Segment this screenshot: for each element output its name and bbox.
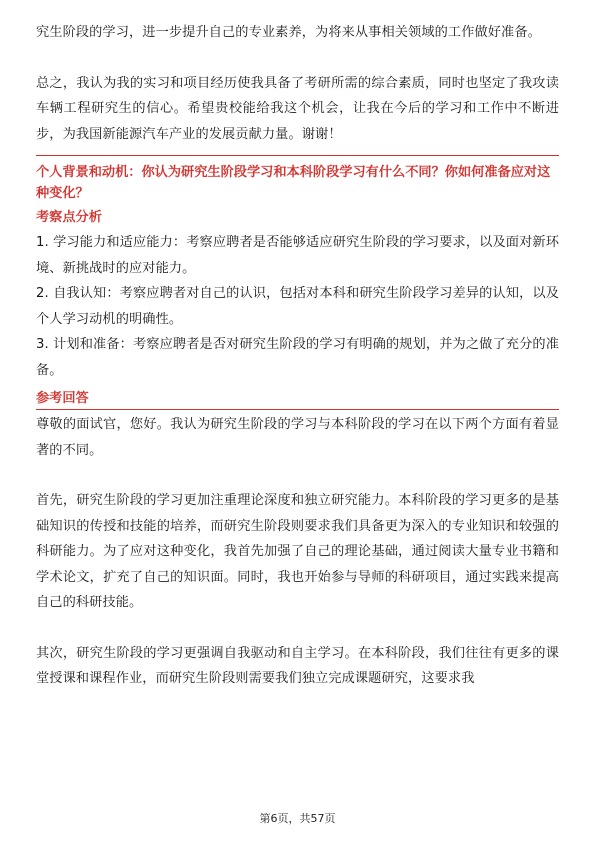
analysis-item-1: 1. 学习能力和适应能力：考察应聘者是否能够适应研究生阶段的学习要求，以及面对新环境、新挑战时的应对能力。 bbox=[36, 235, 559, 276]
intro-paragraph-2: 总之，我认为我的实习和项目经历使我具备了考研所需的综合素质，同时也坚定了我攻读车辆工程研究生的信心。希望贵校能给我这个机会，让我在今后的学习和工作中不断进步，为我国新能源汽车产业的发展贡献力量。谢谢！ bbox=[36, 75, 559, 142]
answer-paragraph-1: 尊敬的面试官，您好。我认为研究生阶段的学习与本科阶段的学习在以下两个方面有着显著的不同。 bbox=[36, 417, 559, 458]
document-page bbox=[36, 20, 559, 692]
page-number-footer: 第6页，共57页 bbox=[259, 812, 336, 825]
answer-heading: 参考回答 bbox=[36, 389, 559, 410]
intro-paragraph-1: 究生阶段的学习，进一步提升自己的专业素养，为将来从事相关领域的工作做好准备。 bbox=[36, 25, 541, 40]
answer-paragraph-2: 首先，研究生阶段的学习更加注重理论深度和独立研究能力。本科阶段的学习更多的是基础知识的传授和技能的培养，而研究生阶段则要求我们具备更为深入的专业知识和较强的科研能力。为了应对这种变化，我首先加强了自己的理论基础，通过阅读大量专业书籍和学术论文，扩充了自己的知识面。同时，我也开始参与导师的科研项目，通过实践来提高自己的科研技能。 bbox=[36, 493, 559, 610]
analysis-item-2: 2. 自我认知：考察应聘者对自己的认识，包括对本科和研究生阶段学习差异的认知，以及个人学习动机的明确性。 bbox=[36, 286, 559, 327]
answer-paragraph-3: 其次，研究生阶段的学习更强调自我驱动和自主学习。在本科阶段，我们往往有更多的课堂授课和课程作业，而研究生阶段则需要我们独立完成课题研究，这要求我 bbox=[36, 645, 559, 686]
analysis-item-3: 3. 计划和准备：考察应聘者是否对研究生阶段的学习有明确的规划，并为之做了充分的准备。 bbox=[36, 337, 559, 378]
analysis-heading: 考察点分析 bbox=[36, 210, 102, 225]
question-top-divider bbox=[36, 155, 559, 156]
question-heading: 个人背景和动机：你认为研究生阶段学习和本科阶段学习有什么不同？你如何准备应对这种变化？ bbox=[36, 165, 551, 201]
